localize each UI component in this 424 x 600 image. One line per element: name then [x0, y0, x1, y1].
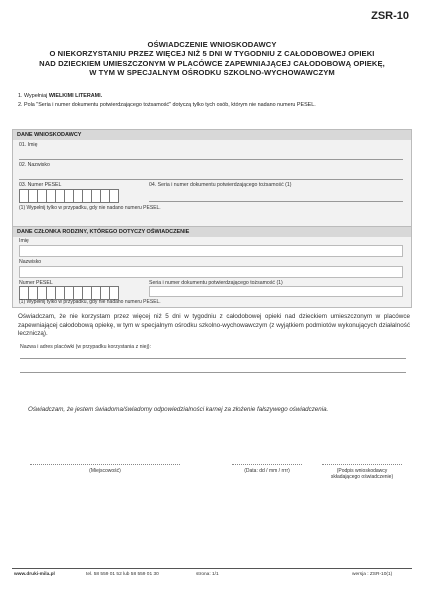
date-label: (Data: dd / mm / rrrr) — [244, 468, 290, 474]
title-line-4: W TYM W SPECJALNYM OŚRODKU SZKOLNO-WYCHOWAWCZYM — [89, 68, 335, 78]
member-pesel-input[interactable] — [19, 286, 118, 300]
footer-phone: tel. 58 559 01 52 lub 58 559 01 30 — [86, 572, 159, 577]
oath-statement: Oświadczam, że jestem świadoma/świadomy odpowiedzialności karnej za złożenie fałszywego oświadczenia. — [28, 406, 329, 413]
title-line-1: OŚWIADCZENIE WNIOSKODAWCY — [147, 40, 277, 49]
member-first-name-label: Imię — [19, 238, 29, 244]
member-id-doc-input[interactable] — [149, 286, 403, 297]
facility-address-input-1[interactable] — [20, 358, 406, 359]
footer-version: wersja : ZSR-10(1) — [352, 572, 393, 577]
place-input[interactable] — [30, 464, 180, 465]
member-id-doc-label: Seria i numer dokumentu potwierdzającego tożsamość (1) — [149, 280, 283, 286]
applicant-last-name-label: 02. Nazwisko — [19, 162, 50, 168]
instruction-1-text: 1. Wypełniaj — [18, 93, 49, 99]
applicant-pesel-label: 03. Numer PESEL — [19, 182, 62, 188]
family-member-section-title: DANE CZŁONKA RODZINY, KTÓREGO DOTYCZY OŚWIADCZENIE — [13, 227, 411, 237]
applicant-last-name-input[interactable] — [19, 179, 403, 180]
applicant-first-name-label: 01. Imię — [19, 142, 38, 148]
applicant-first-name-input[interactable] — [19, 159, 403, 160]
member-footnote: (1) Wypełnij tylko w przypadku, gdy nie nadano numeru PESEL. — [19, 299, 161, 305]
member-first-name-input[interactable] — [19, 245, 403, 257]
date-input[interactable] — [232, 464, 302, 465]
title-line-2: O NIEKORZYSTANIU PRZEZ WIĘCEJ NIŻ 5 DNI W TYGODNIU Z CAŁODOBOWEJ OPIEKI — [49, 49, 375, 59]
instruction-2: 2. Pola "Seria i numer dokumentu potwierdzającego tożsamość" dotyczą tylko tych osób, którym nie nadano numeru PESEL. — [18, 102, 316, 108]
signature-input[interactable] — [322, 464, 402, 465]
instruction-1 — [18, 92, 316, 101]
instruction-1-bold: WIELKIMI LITERAMI. — [48, 93, 103, 99]
footer-page: strona: 1/1 — [196, 572, 219, 577]
member-pesel-label: Numer PESEL — [19, 280, 53, 286]
place-label: (Miejscowość) — [89, 468, 121, 474]
form-title — [20, 40, 404, 78]
member-last-name-input[interactable] — [19, 266, 403, 278]
signature-label — [318, 468, 406, 480]
declaration-text: Oświadczam, że nie korzystam przez więcej niż 5 dni w tygodniu z całodobowej opieki nad dzieckiem umieszczonym w placówce zapewniającej całodobową opiekę, w tym w specjalnym ośrodku szkolno-wychowawczym (z wyjątkiem podmiotów wykonujących działalność leczniczą). — [18, 313, 410, 338]
family-member-section — [12, 226, 412, 308]
signature-label-line-2: składającego oświadczenie) — [330, 474, 394, 480]
facility-address-label: Nazwa i adres placówki (w przypadku korzystania z niej): — [20, 344, 151, 350]
applicant-pesel-input[interactable] — [19, 189, 118, 203]
title-line-3: NAD DZIECKIEM UMIESZCZONYM W PLACÓWCE ZAPEWNIAJĄCEJ CAŁODOBOWĄ OPIEKĘ, — [39, 58, 385, 68]
applicant-id-doc-label: 04. Seria i numer dokumentu potwierdzającego tożsamość (1) — [149, 182, 292, 188]
footer-divider — [12, 568, 412, 569]
facility-address-input-2[interactable] — [20, 372, 406, 373]
signature-label-line-1: (Podpis wnioskodawcy — [336, 468, 388, 474]
member-last-name-label: Nazwisko — [19, 259, 42, 265]
footer-website[interactable]: www.druki-mila.pl — [14, 572, 55, 577]
instructions — [18, 92, 316, 110]
applicant-section-title: DANE WNIOSKODAWCY — [13, 130, 411, 140]
applicant-footnote: (1) Wypełnij tylko w przypadku, gdy nie nadano numeru PESEL. — [19, 205, 161, 211]
applicant-id-doc-input[interactable] — [149, 201, 403, 202]
form-code: ZSR-10 — [371, 10, 409, 22]
